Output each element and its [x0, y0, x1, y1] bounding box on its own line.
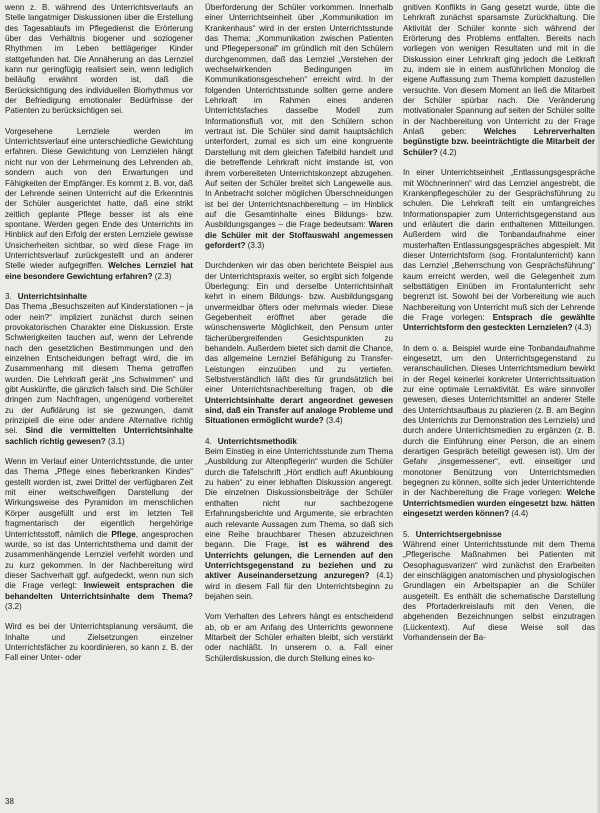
paragraph — [5, 457, 193, 612]
review-question: ist es während des Unterrichts gelungen, die Lernenden auf den Unterrichtsgegenstand zu beziehen und zu aktiver Auseinandersetzung anzuregen? — [205, 540, 393, 581]
question-number: (3.1) — [105, 436, 125, 446]
section-number: 5. — [403, 529, 410, 539]
question-number: (4.2) — [437, 147, 457, 157]
paragraph — [5, 127, 193, 282]
paragraph-text: Überforderung der Schüler vorkommen. Innerhalb einer Unterrichtseinheit über „Kommunikation im Krankenhaus“ wird in der ersten Unterrichtsstunde das Thema: „Kommunikation zwischen Patienten und Pflegepersonal“ im gründlich mit den Schülern durchgenommen, daß das Lernziel „Verstehen der wechselwirkenden Bedingungen im Kommunikationsgeschehen“ erreicht wird. In der folgenden Unterrichtsstunde sollten gerne andere Lehrkraft im Rahmen eines anderen Unterrichtsfaches dasselbe Modell zum Informationsfluß vor, mit den Schülern schon vertraut ist. Die Schüler sind damit hauptsächlich unterfordert, zumal es sich um eine kongruente Darstellung mit dem gleichen Tafelbild handelt und die betreffende Lehrkraft nicht imstande ist, von ihrem vorbereiteten Unterrichtskonzept abzugehen. Auf seiten der Schüler breitet sich Langeweile aus. In Anbetracht solcher möglichen Überschneidungen ist bei der Unterrichtsnachbereitung – im Hinblick auf die Gesamtinhalte eines Bildungs- bzw. Ausbildungsganges – die Frage bedeutsam: — [205, 3, 393, 230]
section-heading — [205, 437, 393, 447]
question-number: (3.4) — [323, 416, 343, 426]
section-title: Unterrichtsmethodik — [217, 436, 297, 446]
text-column-left — [5, 3, 193, 674]
section-heading — [5, 292, 193, 302]
paragraph-text: wenn z. B. während des Unterrichtsverlaufs an Stelle langatmiger Diskussionen über die Erstellung des Tagesablaufs im Pflegedienst die Erörterung über das Verhältnis biogener und soziogener Rhythmen im Leben bettlägeriger Kinder stattgefunden hat. Die Annäherung an das Lernziel kann nur geringfügig realisiert sein, wenn lediglich beiläufig erwähnt worden ist, daß die Berücksichtigung des individuellen Biorhythmus vor der Befriedigung emotionaler Bedürfnisse der Patienten zu berücksichtigen sei. — [5, 3, 193, 116]
review-question: Inwieweit entsprachen die behandelten Unterrichtsinhalte dem Thema? — [5, 581, 193, 601]
paragraph-text: Durchdenken wir das oben berichtete Beispiel aus der Unterrichtspraxis weiter, so ergibt sich folgende Überlegung: Ein und derselbe Unterrichtsinhalt kehrt in einem Bildungs- bzw. Ausbildungsgang unvermeidbar öfters oder mehrmals wieder. Diese Gegebenheit eröffnet aber gerade die wünschenswerte Möglichkeit, den Pensum unter fächerübergreifenden Gesichtspunkten zu behandeln. Außerdem bietet sich damit die Chance, das allgemeine Lernziel Befähigung zu Transfer-Leistungen einzuüben und zu vertiefen. Selbstverständlich läßt dies für grundsätzlich bei einer Unterrichtsnachbereitung fragen, ob — [205, 261, 393, 395]
question-number: (4.4) — [509, 509, 529, 519]
page-edge-shadow — [596, 0, 600, 813]
paragraph-text: , angesprochen wurde, so ist das Unterrichtsthema und damit der zusammenhängende Lernziel verfehlt worden und zu kurz gekommen. In der Nachbereitung wird dieser Sachverhalt ggf. aufgedeckt, wenn nun sich die Frage verlegt: — [5, 529, 193, 591]
paragraph-text: Wenn im Verlauf einer Unterrichtsstunde, die unter das Thema „Pflege eines fieberkranken Kindes“ gestellt worden ist, zwei Drittel der verfügbaren Zeit mit einer weitschweifigen Darstellung der Wirkungsweise des Pyramidon im menschlichen Körper ausgefüllt und erst im letzten Teil fragmentarisch der eigentlich hergehörige Unterrichtsstoff, nämlich die — [5, 457, 193, 539]
paragraph-text: Das Thema „Besuchszeiten auf Kinderstationen – ja oder nein?“ impliziert zunächst durch seinen provokatorischen Charakter eine Diskussion. Erste Schwierigkeiten tauchen auf, wenn der Lehrende nach den gesetzlichen Bestimmungen und den einzelnen Entscheidungen befragt wird, die im Zusammenhang mit diesem Thema getroffen wurden. Die Lehrkraft gerät „ins Schwimmen“ und gibt Auskünfte, die gänzlich falsch sind. Die Schüler dringen zum Nachfragen, ungenügend vorbereitet zu der Aufklärung ist sie gezwungen, damit prinzipiell die eine oder andere Alternative richtig sei. — [5, 302, 193, 436]
paragraph — [403, 3, 595, 158]
paragraph-text: Während einer Unterrichtsstunde mit dem Thema „Pflegerische Maßnahmen bei Patienten mit Oesophagusvarizen“ wird zunächst den Erarbeiten der einschlägigen anatomischen und physiologischen Grundlagen ein Arbeitspapier an die Schüler ausgeteilt. Es enthält die schematische Darstellung des Pfortaderkreislaufs mit den Venen, die abgehenden Bezeichnungen selbst einzutragen (Lückentext). Auf diese Weise soll das Vorhandensein der Ba- — [403, 539, 595, 642]
paragraph — [5, 3, 193, 117]
question-number: (2.3) — [152, 271, 172, 281]
paragraph — [403, 540, 595, 643]
text-column-right — [403, 3, 595, 653]
paragraph-text: Beim Einstieg in eine Unterrichtsstunde zum Thema „Ausbildung zur Altenpflegerin“ wurden die Schüler durch die Tafelschrift „Hört endlich auf! Akunbloung zu haben“ zu einer lebhaften Diskussion angeregt. Die einzelnen Diskussionsbeiträge der Schüler enthalten nicht nur sachbezogene Erfahrungsberichte und Argumente, sie erbrachten auch relevante Aussagen zum Thema, so daß sich eine Reihe brauchbarer Thesen abzuzeichnen begann. Die Frage, — [205, 447, 393, 550]
review-question: Welches Lernziel hat eine besondere Gewichtung erfahren? — [5, 261, 193, 281]
paragraph — [205, 447, 393, 602]
review-question: Welche Unterrichtsmedien wurden eingesetzt bzw. hätten eingesetzt werden können? — [403, 488, 595, 519]
text-column-middle — [205, 3, 393, 674]
paragraph — [403, 168, 595, 334]
paragraph-text: Wird es bei der Unterrichtsplanung versäumt, die Inhalte und Zielsetzungen einzelner Unterrichtsfächer zu koordinieren, so kann z. B. der Fall einer Unter- oder — [5, 622, 193, 663]
review-question: Entsprach die gewählte Unterrichtsform den gesteckten Lernzielen? — [403, 312, 595, 333]
section-number: 3. — [5, 291, 12, 301]
review-question: die Unterrichtsinhalte derart angeordnet gewesen sind, daß ein Transfer auf analoge Probleme und Situationen ermöglicht wurde? — [205, 385, 393, 426]
paragraph — [403, 344, 595, 520]
review-question: Waren die Schüler mit der Stoffauswahl angemessen gefordert? — [205, 220, 393, 250]
paragraph — [205, 612, 393, 664]
paragraph-text: Vom Verhalten des Lehrers hängt es entscheidend ab, ob er am Anfang des Unterrichts gewonnene Mitarbeit der Schüler erhalten bleibt, sich verstärkt oder nachläßt. In unserem o. a. Fall einer Schülerdiskussion, die durch Stellung eines ko- — [205, 612, 393, 663]
section-heading — [403, 530, 595, 540]
paragraph — [5, 622, 193, 663]
review-question: Welches Lehrerverhalten begünstigte bzw. beeinträchtigte die Mitarbeit der Schüler? — [403, 127, 595, 157]
page-number: 38 — [5, 797, 14, 806]
question-number: (3.2) — [5, 601, 22, 611]
section-title: Unterrichtsergebnisse — [415, 529, 502, 539]
question-number: (4.1) wird in diesem Fall für den Unterrichtsbeginn zu bejahen sein. — [205, 571, 393, 601]
paragraph — [205, 3, 393, 251]
section-number: 4. — [205, 436, 212, 446]
question-number: (4.3) — [572, 323, 592, 333]
paragraph-text: Vorgesehene Lernziele werden im Unterrichtsverlauf eine unterschiedliche Gewichtung erfahren. Diese Gewichtung von Lernzielen hängt nicht nur von der Lehrmeinung des Lehrenden ab, sondern auch von den Erwartungen und Fähigkeiten der Empfänger. Es kommt z. B. vor, daß der Lehrende seinen Unterricht auf die Erkenntnis der Schüler ausgerichtet hatte, daß eine strikt zeitlich geplante Pflege besser ist als eine spontane. Werden gegen Ende des Unterrichts im Hinblick auf den Erfolg der ersten Lernziele gewisse Unsicherheiten sichtbar, so wird diese Frage im Unterrichtsverlauf zurückgestellt und an anderer Stelle wieder aufgegriffen. — [5, 126, 193, 271]
paragraph-text: gnitiven Konflikts in Gang gesetzt wurde, übte die Lehrkraft zunächst sparsamste Zurückhaltung. Die Aktivität der Schüler konnte sich während der Erörterung des Problems entfalten. Bereits nach vorliegen von wenigen Resultaten und mit in die Diskussion einer Lehrkraft ging jedoch die Leitkraft zu, indem sie in einem ausführlichen Monolog die eigene Auffassung zum Thema komplett dazustellen versuchte. Von diesem Moment an ließ die Mitarbeit der Schüler spürbar nach. Die Veränderung motivationaler Spannung auf seiten der Schüler sollte in der Nachbereitung von Unterricht zu der Frage Anlaß geben: — [403, 3, 595, 137]
paragraph — [205, 261, 393, 427]
paragraph-text: In dem o. a. Beispiel wurde eine Tonbandaufnahme eingesetzt, um den Unterrichtsgegenstand zu veranschaulichen. Dieses Unterrichtsmedium bewirkt in der Regel keinerlei konkreter Unterrichtssituation zur eine optimale Lernaktivität. Es wäre sinnvoller gewesen, dieses Unterrichtsmittel an anderer Stelle des Unterrichtsaufbaus zu plazieren (z. B. am Beginn des Unterrichts zur Demonstration des Lernziels) und durch andere Unterrichtsmedien zu ergänzen (z. B. durch die Einführung einer Person, die an einem derartigen Gespräch beteiligt gewesen ist). Um der Gefahr „insgemessener“, evtl. einseitiger und monotoner Benützung von Unterrichtsmedien begegnen zu können, sollte sich jeder Unterrichtende in der Nachbereitung die Frage vorlegen: — [403, 343, 595, 498]
question-number: (3.3) — [245, 240, 265, 250]
paragraph-text: In einer Unterrichtseinheit „Entlassungsgespräche mit Wöchnerinnen“ wird das Lernziel angestrebt, die Krankenpflegeschüler zu der Gesprächsführung zu schulen. Die Lehrkraft teilt ein umfangreiches Informationspapier zum Unterrichtsgegenstand aus und erläutert die darin enthaltenen Mitteilungen. Außerdem wird die Tonbandaufnahme einer musterhaften Entlassungsgespräches abgespielt. Mit dieser Unterrichtsform (sog. Frontalunterricht) kann das Lernziel „Beherrschung von Gesprächsführung“ kaum erreicht werden, weil die Gelegenheit zum selbsttätigen Einüben im Frontalunterricht sehr begrenzt ist. Sowohl bei der Vorbereitung wie auch Nachbereitung von Unterricht muß sich der Lehrende die Frage vorlegen: — [403, 168, 595, 322]
emphasis: Pflege — [111, 529, 136, 539]
review-question: Sind die vermittelten Unterrichtsinhalte sachlich richtig gewesen? — [5, 426, 193, 446]
paragraph — [5, 302, 193, 447]
section-title: Unterrichtsinhalte — [17, 291, 88, 301]
